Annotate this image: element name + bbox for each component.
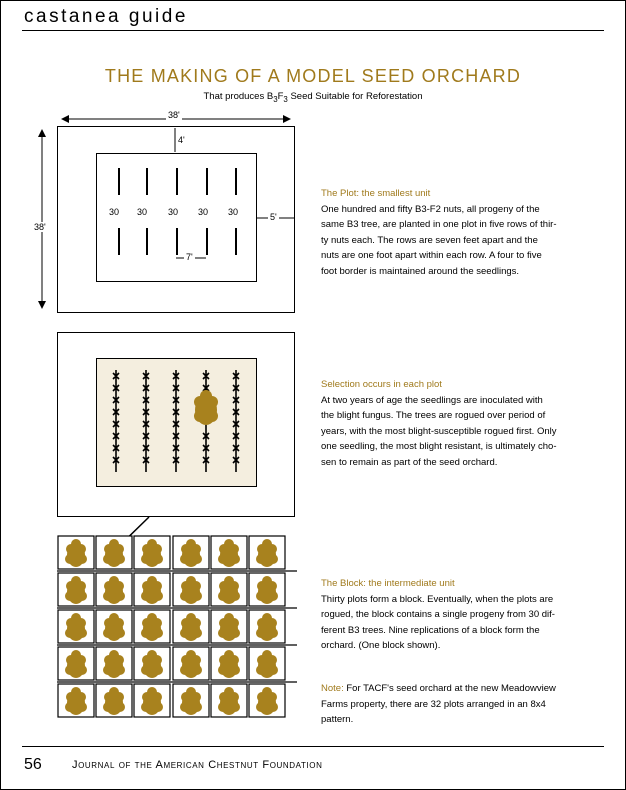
page-title: THE MAKING OF A MODEL SEED ORCHARD <box>104 66 522 86</box>
row-count-label: 30 <box>168 207 179 217</box>
plot-section-line: foot border is maintained around the seedlings. <box>321 265 520 277</box>
plot-section-line: ty nuts each. The rows are seven feet apart and the <box>321 234 538 246</box>
row-count-label: 30 <box>228 207 239 217</box>
selection-section-line: years, with the most blight-susceptible rogued first. Only <box>321 425 557 437</box>
block-section-line: ferent B3 trees. Nine replications of a block form the <box>321 624 540 636</box>
block-section-heading: The Block: the intermediate unit <box>321 578 455 589</box>
note-line: Farms property, there are 32 plots arranged in an 8x4 <box>321 698 546 710</box>
plot-section-line: same B3 tree, are planted in one plot in five rows of thir- <box>321 219 557 230</box>
note-line: pattern. <box>321 714 354 725</box>
page-number: 56 <box>24 756 42 773</box>
page-subtitle: That produces $B_3F_3$ Seed Suitable for Reforestation <box>203 91 423 104</box>
note-label: Note: <box>321 683 344 694</box>
height-dimension-label: 38' <box>34 222 46 232</box>
block-section <box>321 576 593 654</box>
plot-section-heading: The Plot: the smallest unit <box>321 188 431 199</box>
journal-name: Journal of the American Chestnut Foundation <box>72 759 323 771</box>
block-section-line: Thirty plots form a block. Eventually, when the plots are <box>321 593 554 605</box>
selection-section-heading: Selection occurs in each plot <box>321 379 442 390</box>
header-title: castanea guide <box>24 6 188 27</box>
selection-section-line: one seedling, the most blight resistant, is ultimately cho- <box>321 441 557 452</box>
selection-section <box>321 377 593 470</box>
selection-section-line: At two years of age the seedlings are inoculated with <box>321 394 543 406</box>
block-section-line: orchard. (One block shown). <box>321 640 441 651</box>
plot-section <box>321 186 593 279</box>
plot-section-line: nuts are one foot apart within each row. A four to five <box>321 250 542 261</box>
note-section <box>321 681 593 728</box>
plot-section-line: One hundred and fifty B3-F2 nuts, all progeny of the <box>321 203 540 215</box>
block-section-line: rogued, the block contains a single progeny from 30 dif- <box>321 609 555 620</box>
row-spacing-label: 7' <box>186 252 193 262</box>
selection-section-line: sen to remain as part of the seed orchard. <box>321 456 498 468</box>
footer-rule <box>22 746 604 747</box>
row-count-label: 30 <box>198 207 209 217</box>
block-grid <box>57 535 297 723</box>
note-line: Note: For TACF's seed orchard at the new Meadowview <box>321 683 556 694</box>
selection-section-line: the blight fungus. The trees are rogued over period of <box>321 410 546 421</box>
row-count-label: 30 <box>109 207 120 217</box>
side-border-label: 5' <box>270 212 277 222</box>
row-count-label: 30 <box>137 207 148 217</box>
top-border-label: 4' <box>178 135 185 145</box>
width-dimension-label: 38' <box>168 110 180 120</box>
